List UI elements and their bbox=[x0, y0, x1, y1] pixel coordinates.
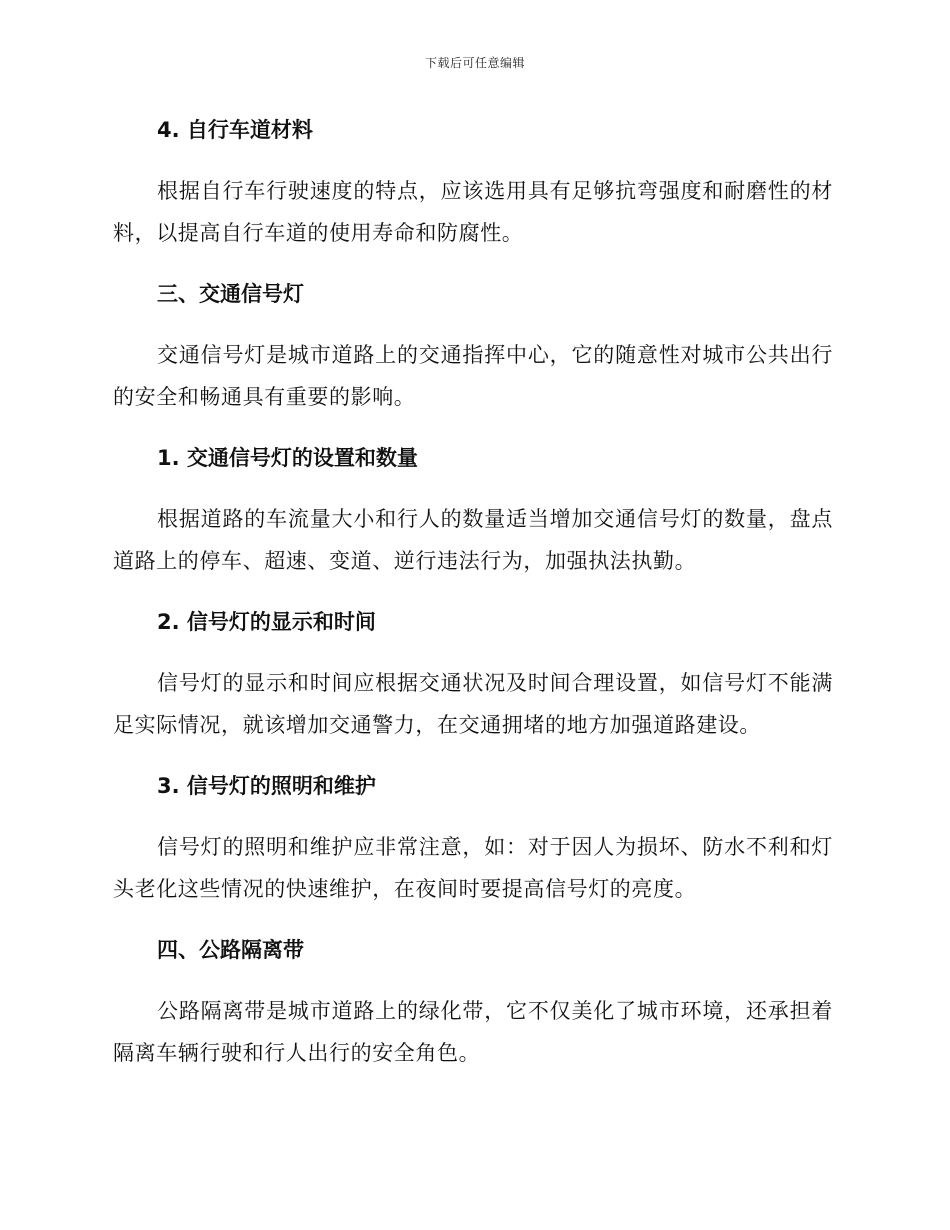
section-heading-light-maintenance: 3. 信号灯的照明和维护 bbox=[157, 774, 376, 798]
document-body bbox=[113, 110, 833, 1094]
paragraph-light-display: 信号灯的显示和时间应根据交通状况及时间合理设置，如信号灯不能满足实际情况，就该增加交通警力，在交通拥堵的地方加强道路建设。 bbox=[113, 671, 833, 737]
section-heading-light-display: 2. 信号灯的显示和时间 bbox=[157, 610, 376, 634]
paragraph-light-maintenance: 信号灯的照明和维护应非常注意，如：对于因人为损坏、防水不利和灯头老化这些情况的快速维护，在夜间时要提高信号灯的亮度。 bbox=[113, 835, 833, 901]
section-heading-light-setup: 1. 交通信号灯的设置和数量 bbox=[157, 446, 418, 470]
section-heading-bike-lane-material: 4. 自行车道材料 bbox=[157, 118, 313, 142]
paragraph-light-setup: 根据道路的车流量大小和行人的数量适当增加交通信号灯的数量，盘点道路上的停车、超速、变道、逆行违法行为，加强执法执勤。 bbox=[113, 507, 833, 573]
section-heading-traffic-lights: 三、交通信号灯 bbox=[157, 282, 304, 306]
section-heading-median-strip: 四、公路隔离带 bbox=[157, 938, 304, 962]
paragraph-traffic-lights: 交通信号灯是城市道路上的交通指挥中心，它的随意性对城市公共出行的安全和畅通具有重要的影响。 bbox=[113, 343, 833, 409]
paragraph-bike-lane-material: 根据自行车行驶速度的特点，应该选用具有足够抗弯强度和耐磨性的材料，以提高自行车道的使用寿命和防腐性。 bbox=[113, 179, 833, 245]
header-note: 下载后可任意编辑 bbox=[424, 56, 525, 70]
paragraph-median-strip: 公路隔离带是城市道路上的绿化带，它不仅美化了城市环境，还承担着隔离车辆行驶和行人出行的安全角色。 bbox=[113, 999, 833, 1065]
